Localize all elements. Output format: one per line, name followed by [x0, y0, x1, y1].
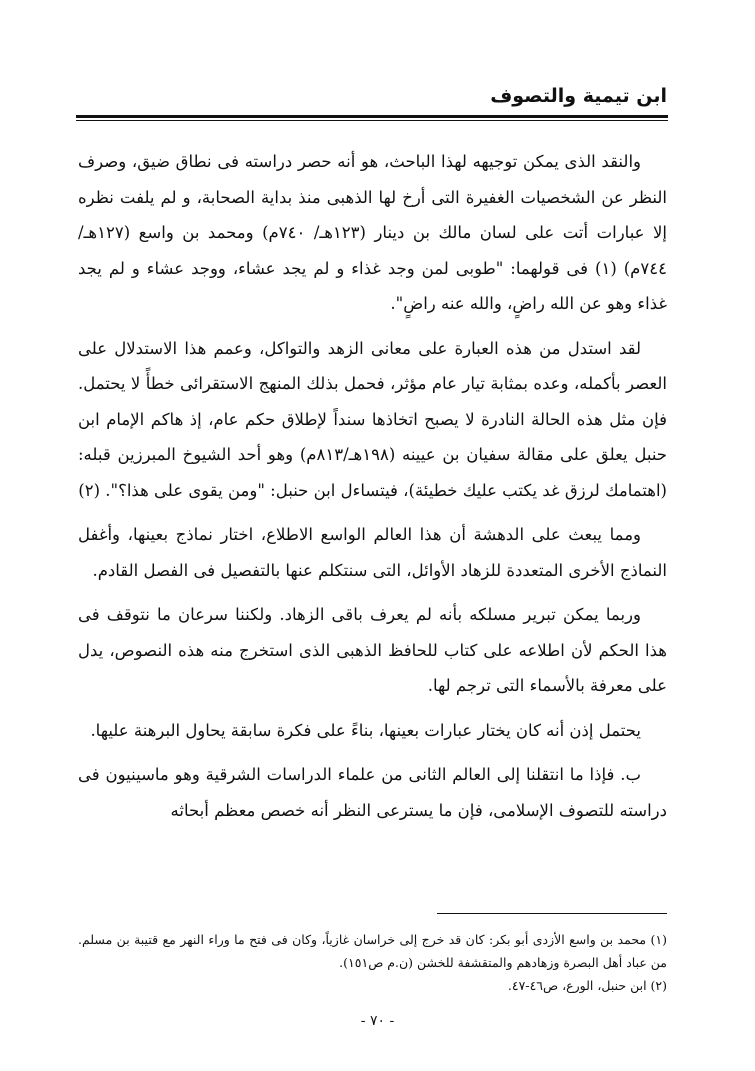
paragraph: ب. فإذا ما انتقلنا إلى العالم الثانى من علماء الدراسات الشرقية وهو ماسينيون فى دراسته للتصوف الإسلامى، فإن ما يسترعى النظر أنه خصص معظم أبحاثه — [78, 765, 667, 820]
footnote: (٢) ابن حنبل، الورع، ص٤٦-٤٧. — [507, 978, 667, 993]
footnote-separator — [437, 913, 667, 914]
main-text — [78, 144, 667, 828]
paragraph: يحتمل إذن أنه كان يختار عبارات بعينها، بناءً على فكرة سابقة يحاول البرهنة عليها. — [90, 720, 641, 740]
paragraph: لقد استدل من هذه العبارة على معانى الزهد والتواكل، وعمم هذا الاستدلال على العصر بأكمله، وعده بمثابة تيار عام مؤثر، فحمل بذلك المنهج الاستقرائى خطأً لا يحتمل. فإن مثل هذه الحالة النادرة لا يصبح اتخاذها سنداً لإطلاق حكم عام، إذ هاكم الإمام ابن حنبل يعلق على مقالة سفيان بن عيينه (١٩٨هـ/٨١٣م) وهو أحد الشيوخ المبرزين قبله: (اهتمامك لرزق غد يكتب عليك خطيئة)، فيتساءل ابن حنبل: "ومن يقوى على هذا؟". (٢) — [78, 338, 667, 500]
running-header-title: ابن تيمية والتصوف — [490, 85, 667, 107]
paragraph: وربما يمكن تبرير مسلكه بأنه لم يعرف باقى الزهاد. ولكننا سرعان ما نتوقف فى هذا الحكم لأن اطلاعه على كتاب للحافظ الذهبى الذى استخرج منه هذه النصوص، يدل على معرفة بالأسماء التى ترجم لها. — [78, 605, 667, 695]
header-divider — [76, 115, 668, 121]
paragraph: والنقد الذى يمكن توجيهه لهذا الباحث، هو أنه حصر دراسته فى نطاق ضيق، وصرف النظر عن الشخصيات الغفيرة التى أرخ لها الذهبى منذ بداية الصحابة، و لم يلفت نظره إلا عبارات أتت على لسان مالك بن دينار (١٢٣هـ/ ٧٤٠م) ومحمد بن واسع (١٢٧هـ/٧٤٤م) (١) فى قولهما: "طوبى لمن وجد غذاء و لم يجد عشاء، ووجد عشاء و لم يجد غذاء وهو عن الله راضٍ، والله عنه راضٍ". — [78, 152, 668, 313]
footnotes — [78, 928, 667, 997]
page-number: - ٧٠ - — [360, 1013, 395, 1029]
paragraph: ومما يبعث على الدهشة أن هذا العالم الواسع الاطلاع، اختار نماذج بعينها، وأغفل النماذج الأخرى المتعددة للزهاد الأوائل، التى سنتكلم عنها بالتفصيل فى الفصل القادم. — [78, 525, 667, 580]
footnote: (١) محمد بن واسع الأزدى أبو بكر: كان قد خرج إلى خراسان غازياً، وكان فى فتح ما وراء النهر مع قتيبة بن مسلم. من عباد أهل البصرة وزهادهم والمتقشفة للخشن (ن.م ص١٥١). — [78, 932, 667, 970]
